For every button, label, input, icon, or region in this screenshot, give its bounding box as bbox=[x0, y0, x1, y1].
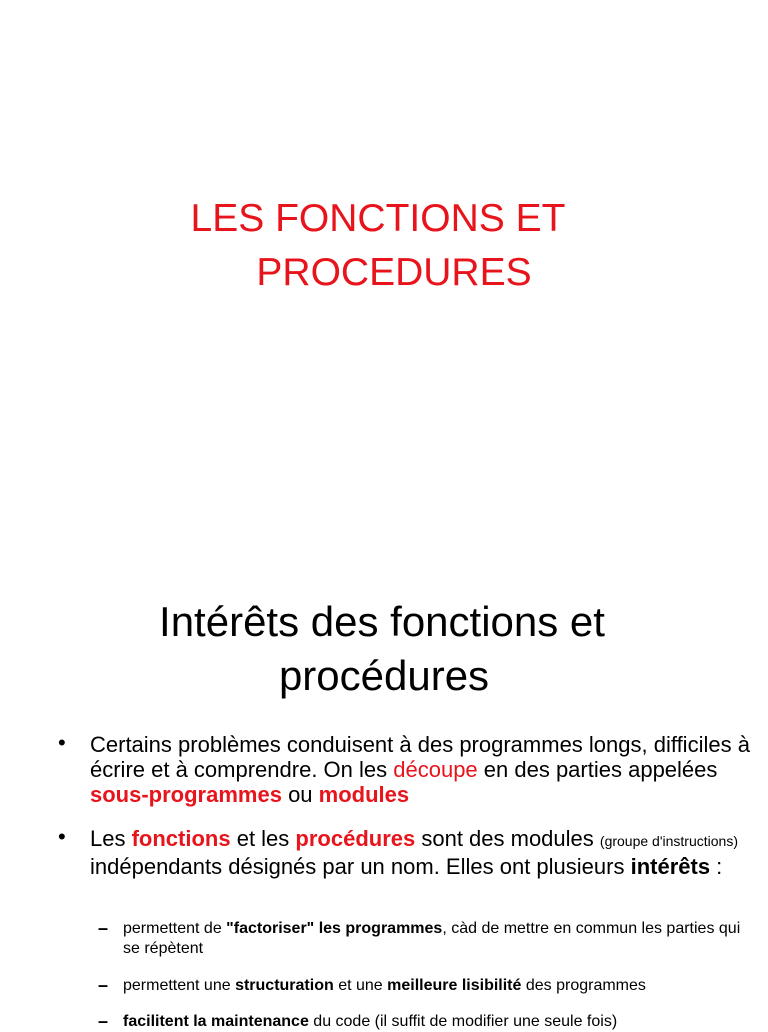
dash-icon: – bbox=[98, 1011, 109, 1031]
sub-bullet-1 bbox=[98, 919, 758, 959]
highlight-modules: modules bbox=[318, 782, 410, 807]
slide-2 bbox=[0, 512, 768, 1031]
sub-bullet-2 bbox=[98, 976, 758, 996]
sub-bullet-3-text: facilitent la maintenance du code (il suffit de modifier une seule fois) bbox=[123, 1013, 618, 1030]
highlight-decoupe: découpe bbox=[393, 757, 478, 782]
bullet-dot-icon: • bbox=[58, 730, 66, 755]
dash-icon: – bbox=[98, 918, 109, 938]
highlight-sous-programmes: sous-programmes bbox=[90, 782, 282, 807]
highlight-procedures: procédures bbox=[295, 826, 416, 851]
slide-1-title-line-1: LES FONCTIONS ET bbox=[190, 197, 566, 240]
dash-icon: – bbox=[98, 975, 109, 995]
sub-bullet-1-text: permettent de "factoriser" les programmes, càd de mettre en commun les parties qui se répètent bbox=[123, 920, 741, 957]
highlight-fonctions: fonctions bbox=[131, 826, 231, 851]
bullet-2 bbox=[58, 824, 752, 879]
bullet-1-text: Certains problèmes conduisent à des programmes longs, difficiles à écrire et à comprendre. On les découpe en des parties appelées sous-programmes ou modules bbox=[90, 732, 750, 807]
slide-1-title-line-2: PROCEDURES bbox=[256, 251, 532, 294]
slide-1 bbox=[0, 0, 768, 512]
bullet-dot-icon: • bbox=[58, 824, 66, 849]
sub-bullet-2-text: permettent une structuration et une meilleure lisibilité des programmes bbox=[123, 977, 646, 994]
slide-1-title bbox=[0, 192, 768, 300]
slide-2-title-line-1: Intérêts des fonctions et bbox=[159, 598, 605, 645]
bullet-1 bbox=[58, 730, 752, 807]
bullet-2-text: Les fonctions et les procédures sont des modules (groupe d'instructions) indépendants désignés par un nom. Elles ont plusieurs intérêts : bbox=[90, 826, 738, 879]
sub-bullet-3 bbox=[98, 1012, 758, 1032]
slide-2-title bbox=[0, 595, 768, 703]
highlight-interets: intérêts bbox=[630, 854, 711, 879]
note-groupe-instructions: (groupe d'instructions) bbox=[599, 833, 738, 849]
slide-2-title-line-2: procédures bbox=[278, 652, 490, 699]
